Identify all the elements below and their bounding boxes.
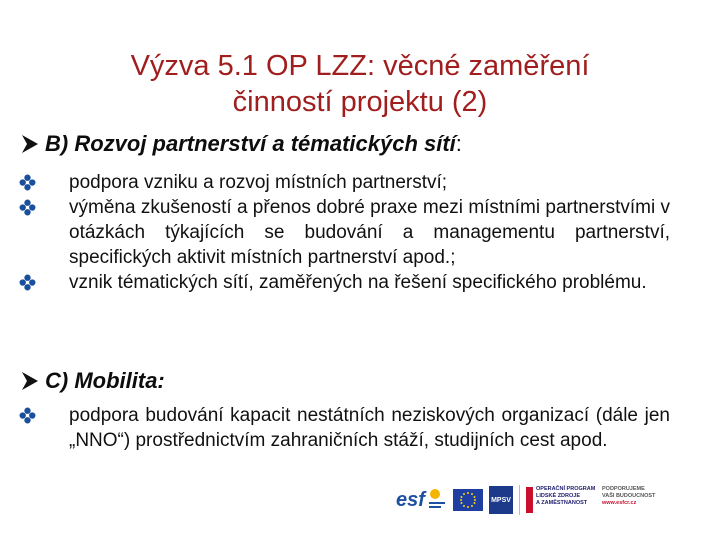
op-line-2: LIDSKÉ ZDROJE <box>536 493 581 499</box>
op-lzz-logo <box>526 484 596 516</box>
title-line-1: Výzva 5.1 OP LZZ: věcné zaměření <box>130 50 590 82</box>
item-text: podpora vzniku a rozvoj místních partnerství; <box>69 172 448 193</box>
divider <box>519 485 520 515</box>
list-item <box>19 195 670 270</box>
op-line-3: A ZAMĚSTNANOST <box>536 500 588 506</box>
diamond-bullet-icon <box>19 407 36 424</box>
footer-logos <box>395 482 668 518</box>
op-red-bar <box>526 487 533 513</box>
support-line-2: VAŠI BUDOUCNOST <box>602 493 656 499</box>
item-text: podpora budování kapacit nestátních neziskových organizací (dále jen „NNO“) prostřednictvím zahraničních stáží, studijních cest apod. <box>69 405 670 451</box>
mpsv-logo <box>489 486 513 514</box>
slide-title <box>60 48 660 120</box>
esf-logo-icon <box>395 484 447 516</box>
item-text: vznik tématických sítí, zaměřených na řešení specifického problému. <box>69 272 647 293</box>
section-c-heading <box>19 368 165 394</box>
mpsv-text: MPSV <box>491 497 511 504</box>
section-b-colon: : <box>455 131 462 156</box>
diamond-bullet-icon <box>19 174 36 191</box>
op-line-1: OPERAČNÍ PROGRAM <box>536 486 596 492</box>
op-text <box>536 486 595 507</box>
item-text: výměna zkušeností a přenos dobré praxe mezi místními partnerstvími v otázkách týkajících se budování a managementu partnerství, specifických aktivit místních partnerství apod.; <box>69 197 670 268</box>
section-b-title: B) Rozvoj partnerství a tématických sítí <box>45 131 456 156</box>
arrow-right-icon <box>19 133 41 155</box>
support-text <box>602 482 668 518</box>
title-line-2: činností projektu (2) <box>232 86 488 118</box>
eu-stars-icon <box>453 489 483 511</box>
section-c-title: C) Mobilita: <box>45 368 165 393</box>
diamond-bullet-icon <box>19 199 36 216</box>
svg-text:esf: esf <box>396 489 425 511</box>
arrow-right-icon <box>19 370 41 392</box>
list-item <box>19 270 670 295</box>
support-line-3: www.esfcr.cz <box>602 500 637 506</box>
section-b-list <box>19 170 670 295</box>
list-item <box>19 403 670 453</box>
esf-logo <box>395 484 447 516</box>
diamond-bullet-icon <box>19 274 36 291</box>
section-b-heading <box>19 131 462 157</box>
section-c-list <box>19 403 670 453</box>
support-line-1: PODPORUJEME <box>602 486 645 492</box>
list-item <box>19 170 670 195</box>
eu-flag-logo <box>453 489 483 511</box>
